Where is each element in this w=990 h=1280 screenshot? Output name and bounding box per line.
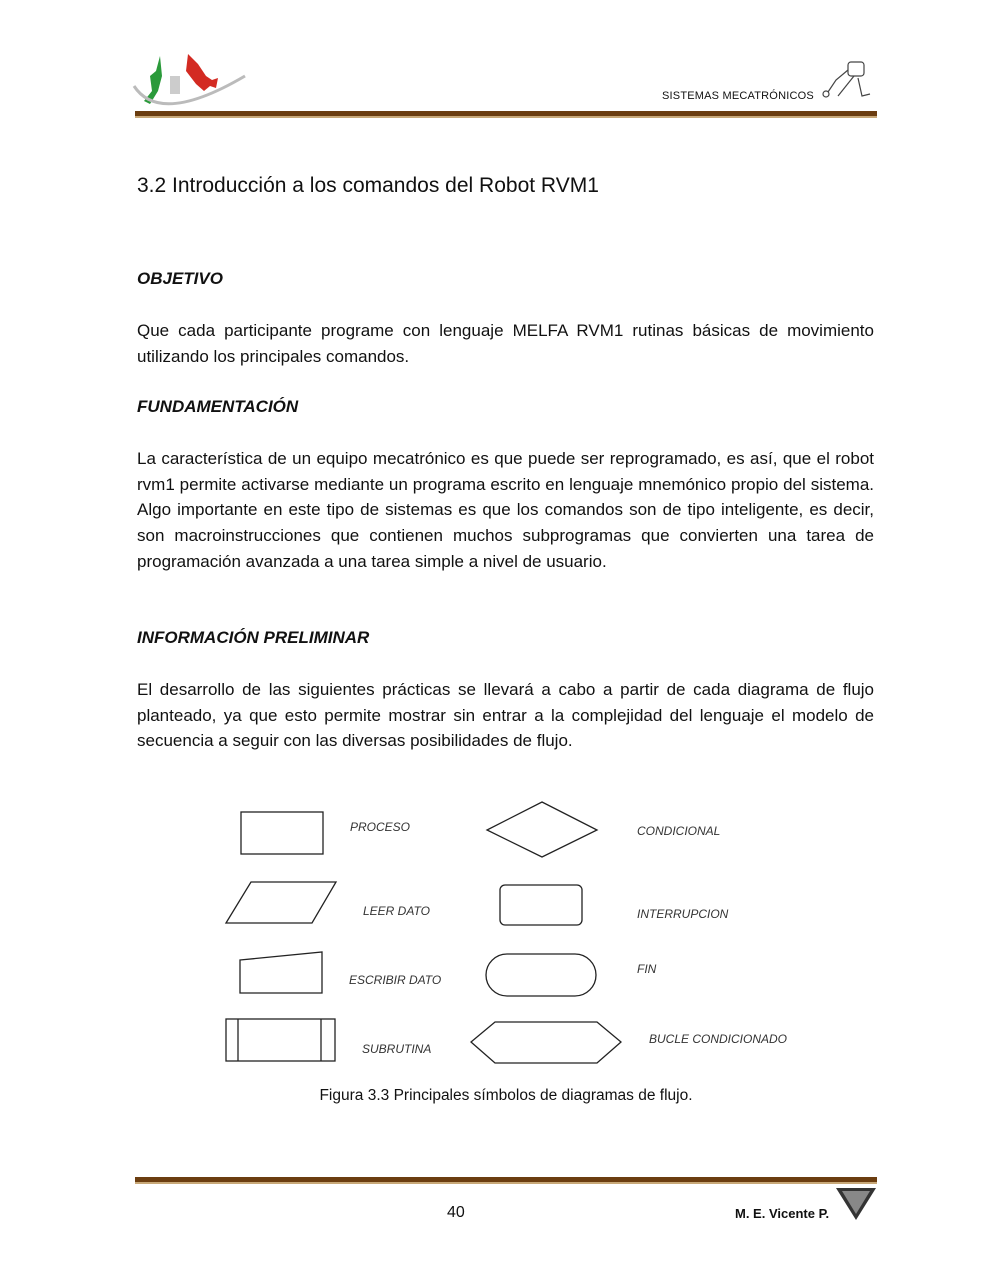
objective-heading: OBJETIVO (137, 269, 223, 288)
fundamentation-text: La característica de un equipo mecatrónico es que puede ser reprogramado, es así, que el robot rvm1 permite activarse mediante un programa escrito en lenguaje mnemónico propio del sistema. Algo importante en este tipo de sistemas es que los comandos son de tipo inteligente, es decir, son macroinstrucciones que contienen muchos subprogramas que convierten una tarea de programación avanzada a una tarea simple a nivel de usuario. (137, 449, 874, 571)
institution-logo (130, 46, 250, 116)
label-condicional: CONDICIONAL (637, 824, 721, 838)
subroutine-symbol (226, 1019, 335, 1061)
flowchart-symbols-figure (215, 790, 805, 1070)
preliminary-text: El desarrollo de las siguientes prácticas se llevará a cabo a partir de cada diagrama de flujo planteado, ya que esto permite mostrar sin entrar a la complejidad del lenguaje el modelo de secuencia a seguir con las diversas posibilidades de flujo. (137, 680, 874, 751)
label-proceso: PROCESO (350, 820, 411, 834)
read-data-symbol (226, 882, 336, 923)
label-leer-dato: LEER DATO (363, 904, 430, 918)
conditional-loop-symbol (471, 1022, 621, 1063)
section-title: 3.2 Introducción a los comandos del Robot RVM1 (137, 174, 599, 197)
robot-arm-icon (818, 56, 878, 102)
label-subrutina: SUBRUTINA (362, 1042, 432, 1056)
header-title: SISTEMAS MECATRÓNICOS (662, 90, 814, 102)
author-logo-icon (834, 1186, 878, 1222)
footer-divider (135, 1177, 877, 1184)
objective-text: Que cada participante programe con lenguaje MELFA RVM1 rutinas básicas de movimiento utilizando los principales comandos. (137, 321, 874, 366)
conditional-symbol (487, 802, 597, 857)
header-divider (135, 111, 877, 118)
fundamentation-heading: FUNDAMENTACIÓN (137, 397, 299, 416)
author-name: M. E. Vicente P. (735, 1206, 830, 1221)
label-interrupcion: INTERRUPCION (637, 907, 729, 921)
process-symbol (241, 812, 323, 854)
interrupt-symbol (500, 885, 582, 925)
page-number: 40 (447, 1204, 465, 1221)
preliminary-heading: INFORMACIÓN PRELIMINAR (137, 628, 370, 647)
end-symbol (486, 954, 596, 996)
label-fin: FIN (637, 962, 657, 976)
label-escribir-dato: ESCRIBIR DATO (349, 973, 442, 987)
label-bucle-condicionado: BUCLE CONDICIONADO (649, 1032, 788, 1046)
figure-caption: Figura 3.3 Principales símbolos de diagramas de flujo. (319, 1087, 693, 1104)
write-data-symbol (240, 952, 322, 993)
